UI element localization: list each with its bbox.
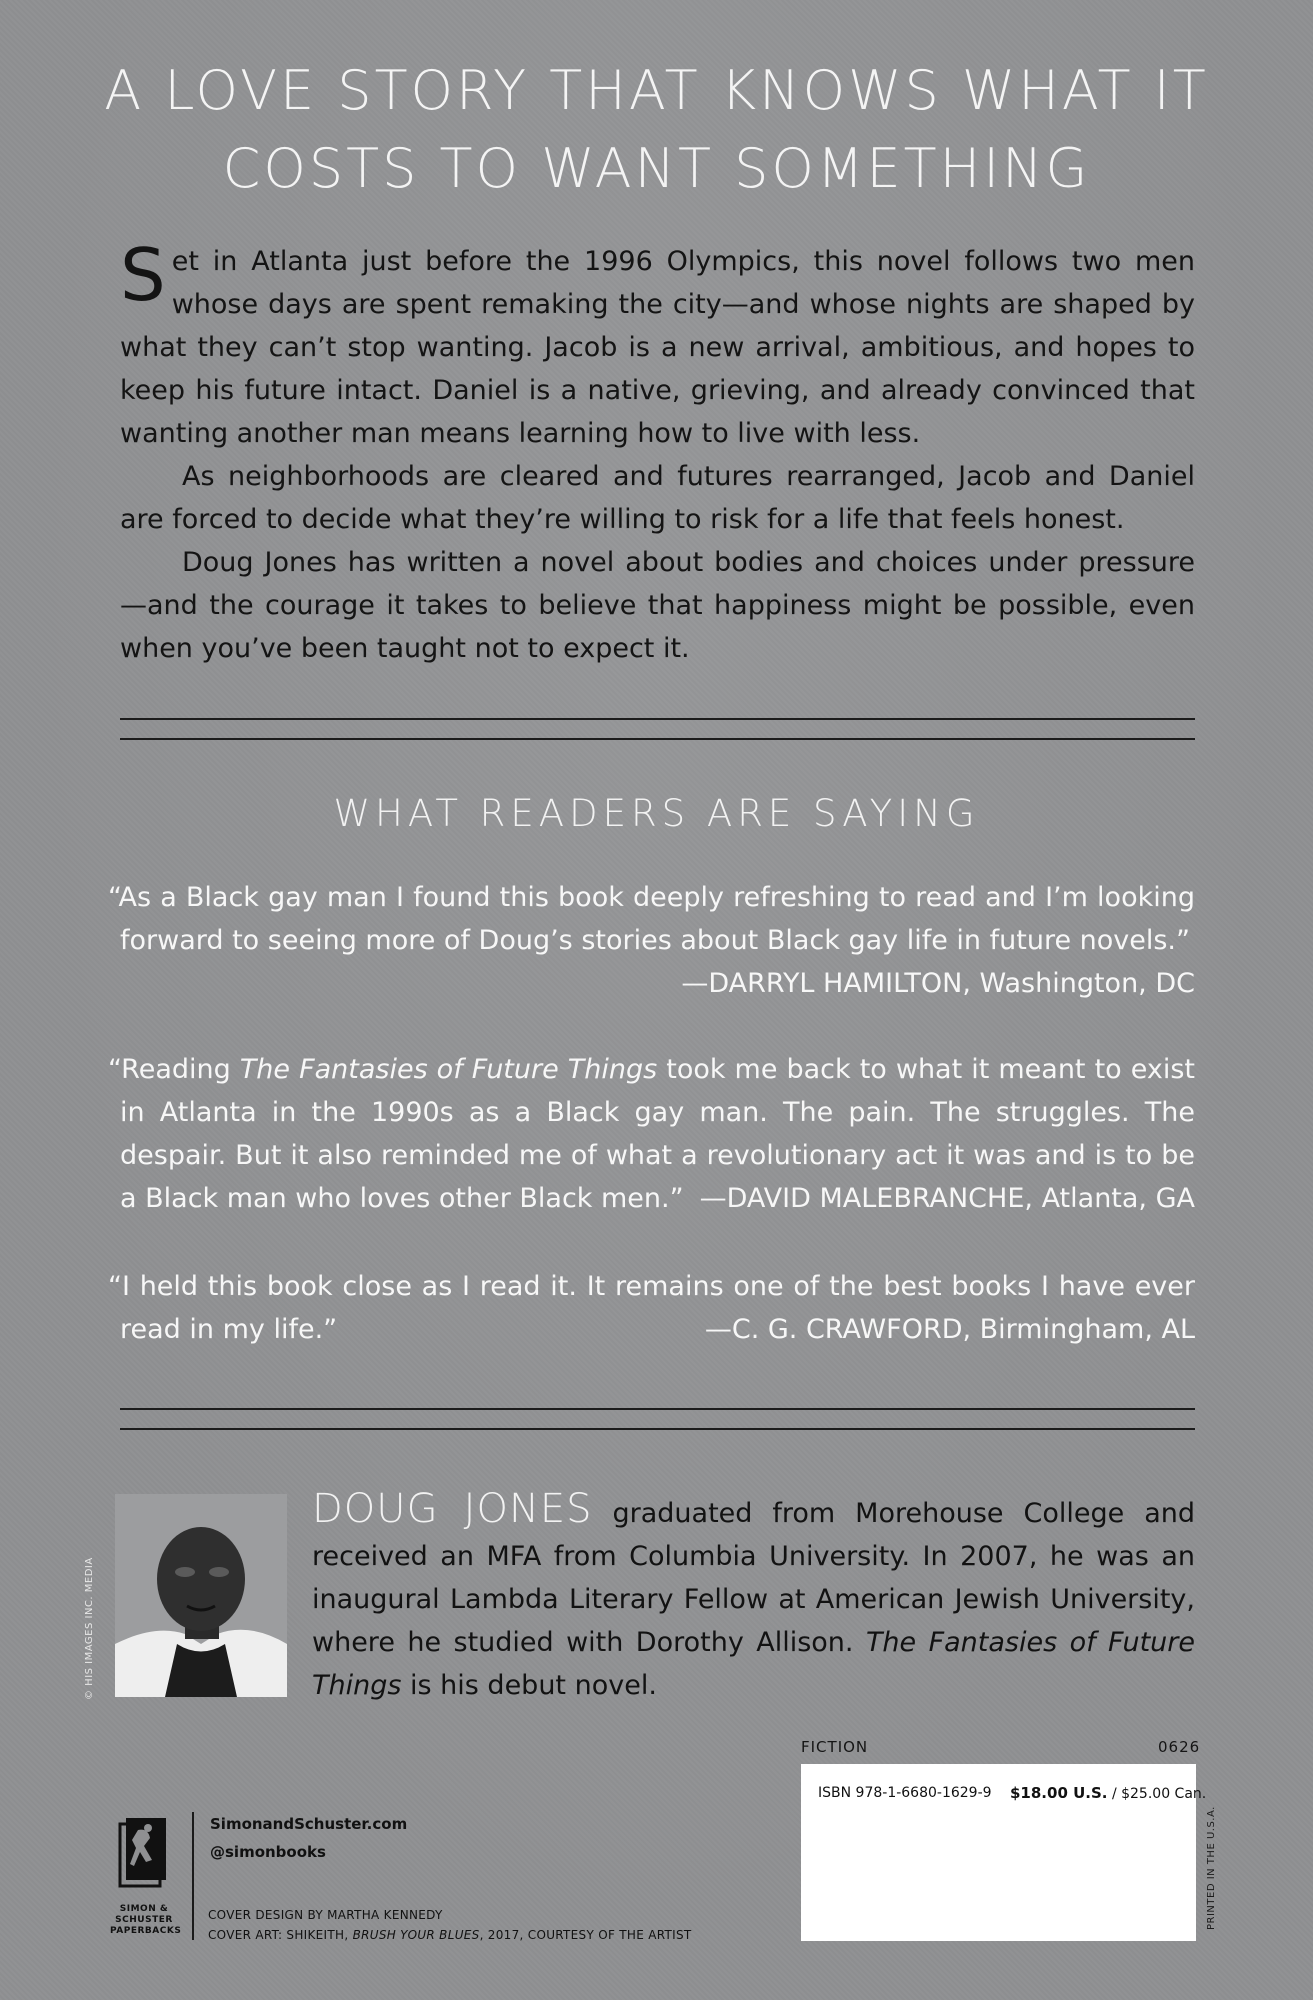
price-code: 0626: [1158, 1738, 1201, 1756]
bio-book-title: The Fantasies of Future Things: [312, 1627, 1195, 1701]
quote-text-start: “Reading: [108, 1054, 240, 1085]
cover-art-credit: [208, 1928, 692, 1942]
headline: [0, 52, 1313, 208]
price-us: $18.00 U.S.: [1010, 1784, 1108, 1802]
headline-line-1: A LOVE STORY THAT KNOWS WHAT IT: [104, 59, 1209, 122]
author-name: DOUG JONES: [312, 1486, 593, 1532]
headline-line-2: COSTS TO WANT SOMETHING: [222, 137, 1091, 200]
price: [1010, 1784, 1206, 1802]
publisher-handle: @simonbooks: [210, 1843, 326, 1861]
quote-text: “I held this book close as I read it. It remains one of the best books I have ever read in my life.”: [108, 1271, 1195, 1345]
cover-design-credit: COVER DESIGN BY MARTHA KENNEDY: [208, 1908, 443, 1922]
logo-text-line: SIMON &: [119, 1904, 169, 1914]
divider-rule: [120, 738, 1195, 740]
bio-text-start: graduated from Morehouse College and received an MFA from Columbia University. In 2007, he was an inaugural Lambda Literary Fellow at American Jewish University, where he studied with Dorothy Allison.: [312, 1498, 1195, 1658]
quote-text-end: took me back to what it meant to exist in Atlanta in the 1990s as a Black gay man. The pain. The struggles. The despair. But it also reminded me of what a revolutionary act it was and is to be a Black man who loves other Black men.”: [120, 1054, 1195, 1214]
logo-text-line: PAPERBACKS: [110, 1926, 182, 1936]
printed-in-label: PRINTED IN THE U.S.A.: [1206, 1806, 1217, 1930]
quote-attribution: —DAVID MALEBRANCHE, Atlanta, GA: [699, 1183, 1195, 1214]
publisher-divider: [192, 1812, 194, 1940]
description-paragraph-1-text: et in Atlanta just before the 1996 Olympics, this novel follows two men whose days are spent remaking the city—and whose nights are shaped by what they can’t stop wanting. Jacob is a new arrival, ambitious, and hopes to keep his future intact. Daniel is a native, grieving, and already convinced that wanting another man means learning how to live with less.: [120, 246, 1195, 449]
author-bio: [312, 1488, 1195, 1707]
drop-cap: S: [120, 233, 166, 317]
reader-quote-2: [108, 1048, 1195, 1220]
logo-text-line: SCHUSTER: [115, 1915, 173, 1925]
publisher-website: SimonandSchuster.com: [210, 1815, 408, 1833]
reader-quote-3: [108, 1265, 1195, 1351]
author-photo: [115, 1494, 287, 1697]
bio-text-end: is his debut novel.: [401, 1670, 657, 1701]
description-paragraph-1: [120, 233, 1195, 455]
author-bio-text: [312, 1488, 1195, 1707]
publisher-logo-icon: [118, 1816, 168, 1888]
cover-art-credit-end: , 2017, COURTESY OF THE ARTIST: [479, 1928, 692, 1942]
quote-book-title: The Fantasies of Future Things: [239, 1054, 658, 1085]
quote-attribution: —C. G. CRAWFORD, Birmingham, AL: [704, 1314, 1195, 1345]
reader-quote-1: [108, 876, 1195, 1005]
cover-art-credit-start: COVER ART: SHIKEITH,: [208, 1928, 353, 1942]
quote-attribution: —DARRYL HAMILTON, Washington, DC: [681, 968, 1195, 999]
quote-text: “As a Black gay man I found this book deeply refreshing to read and I’m looking forward to seeing more of Doug’s stories about Black gay life in future novels.”: [108, 882, 1195, 956]
divider-rule: [120, 718, 1195, 720]
description-paragraph-2: As neighborhoods are cleared and futures rearranged, Jacob and Daniel are forced to decide what they’re willing to risk for a life that feels honest.: [120, 461, 1195, 535]
publisher-logo-text: [110, 1904, 182, 1937]
book-description: [120, 233, 1195, 670]
photo-credit: © HIS IMAGES INC. MEDIA: [84, 1557, 95, 1700]
isbn: ISBN 978-1-6680-1629-9: [818, 1785, 992, 1801]
divider-rule: [120, 1408, 1195, 1410]
category-label: FICTION: [801, 1738, 869, 1756]
description-paragraph-3: Doug Jones has written a novel about bodies and choices under pressure—and the courage it takes to believe that happiness might be possible, even when you’ve been taught not to expect it.: [120, 547, 1195, 664]
readers-section-title: WHAT READERS ARE SAYING: [333, 792, 980, 835]
price-can: / $25.00 Can.: [1107, 1786, 1207, 1802]
cover-art-title: BRUSH YOUR BLUES: [352, 1928, 480, 1942]
divider-rule: [120, 1428, 1195, 1430]
